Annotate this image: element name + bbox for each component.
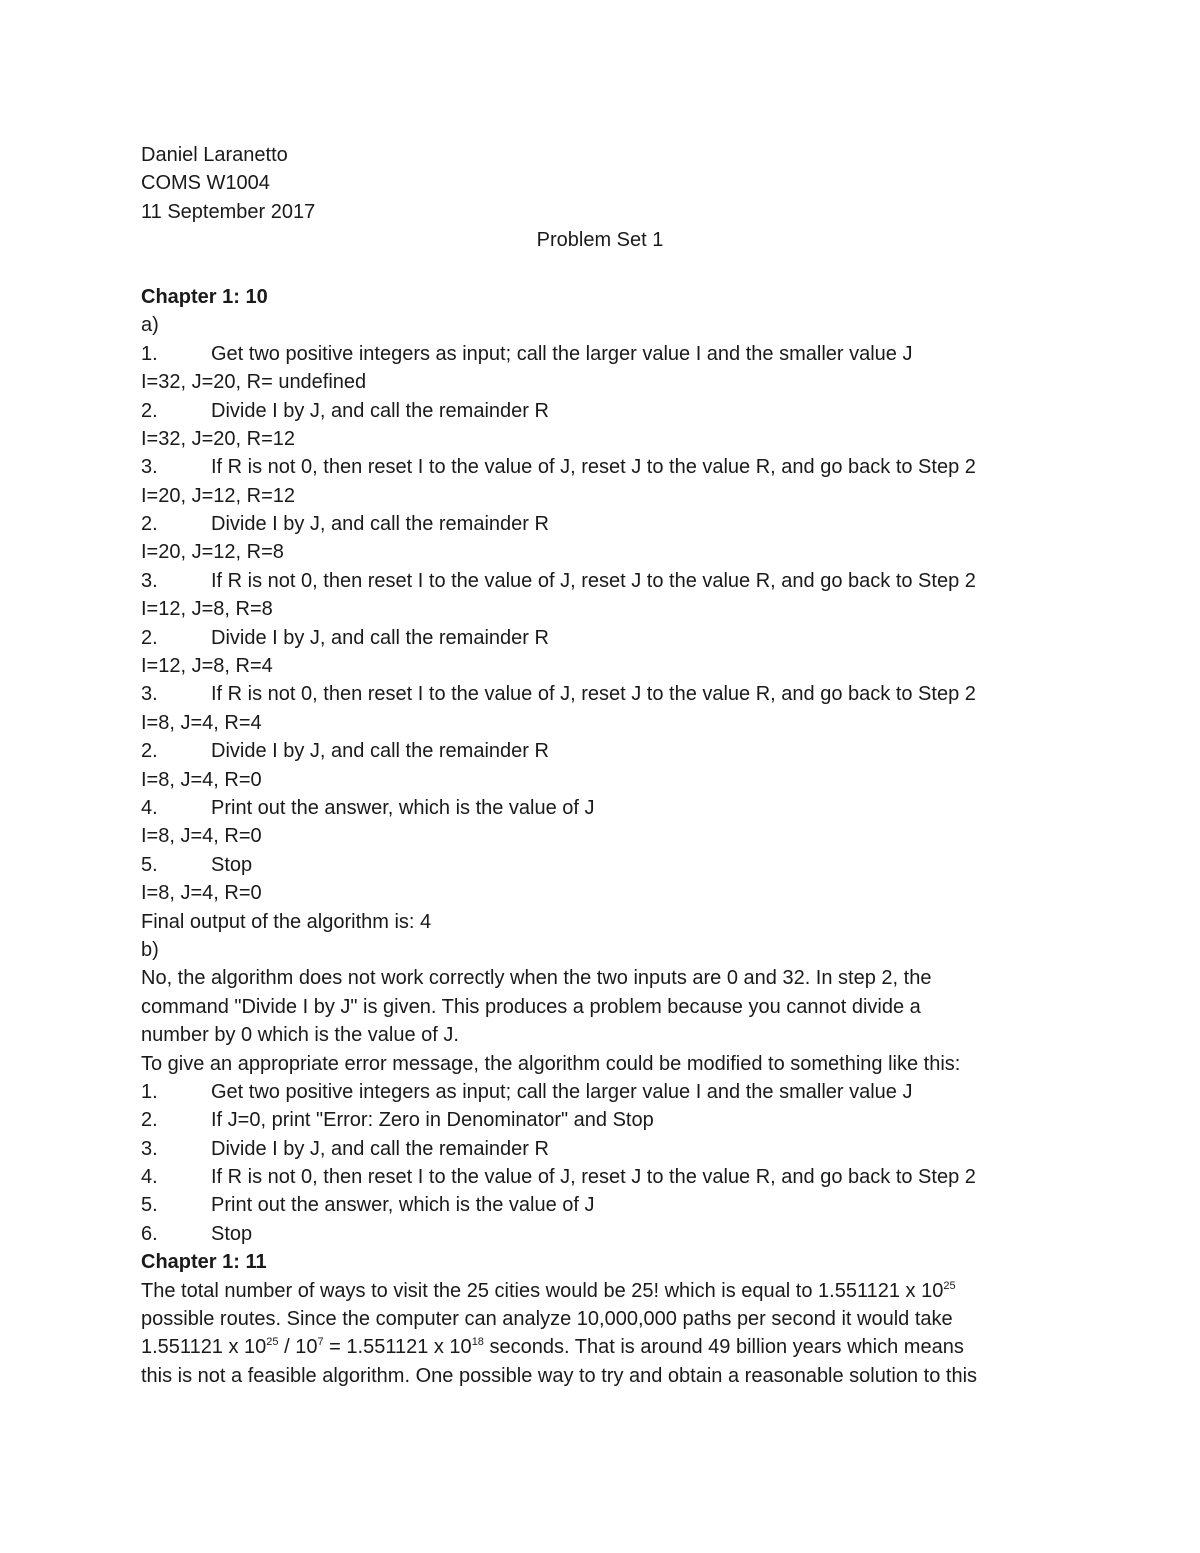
course-code: COMS W1004 xyxy=(141,172,270,195)
algorithm-step xyxy=(141,567,1061,595)
document-title: Problem Set 1 xyxy=(536,229,664,252)
paragraph-line: command "Divide I by J" is given. This produces a problem because you cannot divide a xyxy=(141,995,921,1018)
algorithm-step xyxy=(141,1191,1061,1219)
author-name: Daniel Laranetto xyxy=(141,144,288,166)
step-number: 2. xyxy=(141,626,158,649)
paragraph-line: possible routes. Since the computer can analyze 10,000,000 paths per second it would take xyxy=(141,1308,953,1331)
step-number: 1. xyxy=(141,1080,158,1103)
step-number: 6. xyxy=(141,1222,158,1245)
step-number: 5. xyxy=(141,853,158,876)
algorithm-step xyxy=(141,1220,1061,1248)
step-text: Stop xyxy=(211,1222,253,1245)
step-number: 3. xyxy=(141,569,158,592)
blank-line xyxy=(141,255,1061,283)
trace-state-line: I=20, J=12, R=8 xyxy=(141,541,284,564)
part-label: a) xyxy=(141,314,159,337)
step-text: Divide I by J, and call the remainder R xyxy=(211,513,549,536)
paragraph-line: number by 0 which is the value of J. xyxy=(141,1024,459,1047)
step-text: Print out the answer, which is the value of J xyxy=(211,796,595,819)
trace-state-line: Final output of the algorithm is: 4 xyxy=(141,910,432,933)
trace-state-line: I=12, J=8, R=4 xyxy=(141,655,273,678)
step-text: If J=0, print "Error: Zero in Denominator" and Stop xyxy=(211,1109,654,1132)
document-body xyxy=(141,141,1061,1390)
step-text: If R is not 0, then reset I to the value of J, reset J to the value R, and go back to Step 2 xyxy=(211,683,976,706)
algorithm-step xyxy=(141,624,1061,652)
step-number: 5. xyxy=(141,1194,158,1217)
step-text: Stop xyxy=(211,853,253,876)
step-number: 3. xyxy=(141,456,158,479)
chapter-heading: Chapter 1: 11 xyxy=(141,1251,267,1274)
paragraph-line: No, the algorithm does not work correctly when the two inputs are 0 and 32. In step 2, the xyxy=(141,967,932,990)
step-number: 2. xyxy=(141,399,158,422)
step-number: 2. xyxy=(141,513,158,536)
step-number: 3. xyxy=(141,1137,158,1160)
step-text: Divide I by J, and call the remainder R xyxy=(211,740,549,763)
step-text: Divide I by J, and call the remainder R xyxy=(211,626,549,649)
step-text: Get two positive integers as input; call the larger value I and the smaller value J xyxy=(211,1080,913,1103)
paragraph-line: To give an appropriate error message, the algorithm could be modified to something like this: xyxy=(141,1052,961,1075)
paragraph-line: this is not a feasible algorithm. One possible way to try and obtain a reasonable solution to this xyxy=(141,1364,978,1387)
trace-state-line: I=32, J=20, R=12 xyxy=(141,427,296,450)
step-text: If R is not 0, then reset I to the value of J, reset J to the value R, and go back to Step 2 xyxy=(211,569,976,592)
trace-state-line: I=8, J=4, R=4 xyxy=(141,711,262,734)
step-text: Divide I by J, and call the remainder R xyxy=(211,1137,549,1160)
algorithm-step xyxy=(141,851,1061,879)
step-text: If R is not 0, then reset I to the value of J, reset J to the value R, and go back to Step 2 xyxy=(211,1166,976,1189)
algorithm-step xyxy=(141,1078,1061,1106)
algorithm-step xyxy=(141,453,1061,481)
algorithm-step xyxy=(141,1106,1061,1134)
step-number: 2. xyxy=(141,1109,158,1132)
trace-state-line: I=8, J=4, R=0 xyxy=(141,882,262,905)
trace-state-line: I=32, J=20, R= undefined xyxy=(141,371,367,394)
paragraph-line: The total number of ways to visit the 25 cities would be 25! which is equal to 1.551121 x $10^{25}$ xyxy=(141,1279,956,1302)
step-number: 1. xyxy=(141,342,158,365)
algorithm-trace xyxy=(141,340,1061,936)
trace-state-line: I=12, J=8, R=8 xyxy=(141,598,273,621)
step-text: Print out the answer, which is the value of J xyxy=(211,1194,595,1217)
algorithm-step xyxy=(141,1163,1061,1191)
modified-algorithm xyxy=(141,1078,1061,1248)
algorithm-step xyxy=(141,397,1061,425)
algorithm-step xyxy=(141,510,1061,538)
step-text: Divide I by J, and call the remainder R xyxy=(211,399,549,422)
paragraph-line: 1.551121 x $10^{25} / 10^7 = 1.551121$ x $10^{18}$ seconds. That is around 49 billion years which means xyxy=(141,1336,964,1359)
algorithm-step xyxy=(141,1135,1061,1163)
chapter-heading: Chapter 1: 10 xyxy=(141,285,268,308)
document-date: 11 September 2017 xyxy=(141,200,316,223)
trace-state-line: I=20, J=12, R=12 xyxy=(141,484,296,507)
step-number: 4. xyxy=(141,796,158,819)
algorithm-step xyxy=(141,737,1061,765)
step-text: If R is not 0, then reset I to the value of J, reset J to the value R, and go back to Step 2 xyxy=(211,456,976,479)
trace-state-line: I=8, J=4, R=0 xyxy=(141,825,262,848)
algorithm-step xyxy=(141,680,1061,708)
step-text: Get two positive integers as input; call the larger value I and the smaller value J xyxy=(211,342,913,365)
step-number: 2. xyxy=(141,740,158,763)
step-number: 4. xyxy=(141,1166,158,1189)
algorithm-step xyxy=(141,794,1061,822)
step-number: 3. xyxy=(141,683,158,706)
part-label: b) xyxy=(141,938,159,961)
trace-state-line: I=8, J=4, R=0 xyxy=(141,768,262,791)
algorithm-step xyxy=(141,340,1061,368)
